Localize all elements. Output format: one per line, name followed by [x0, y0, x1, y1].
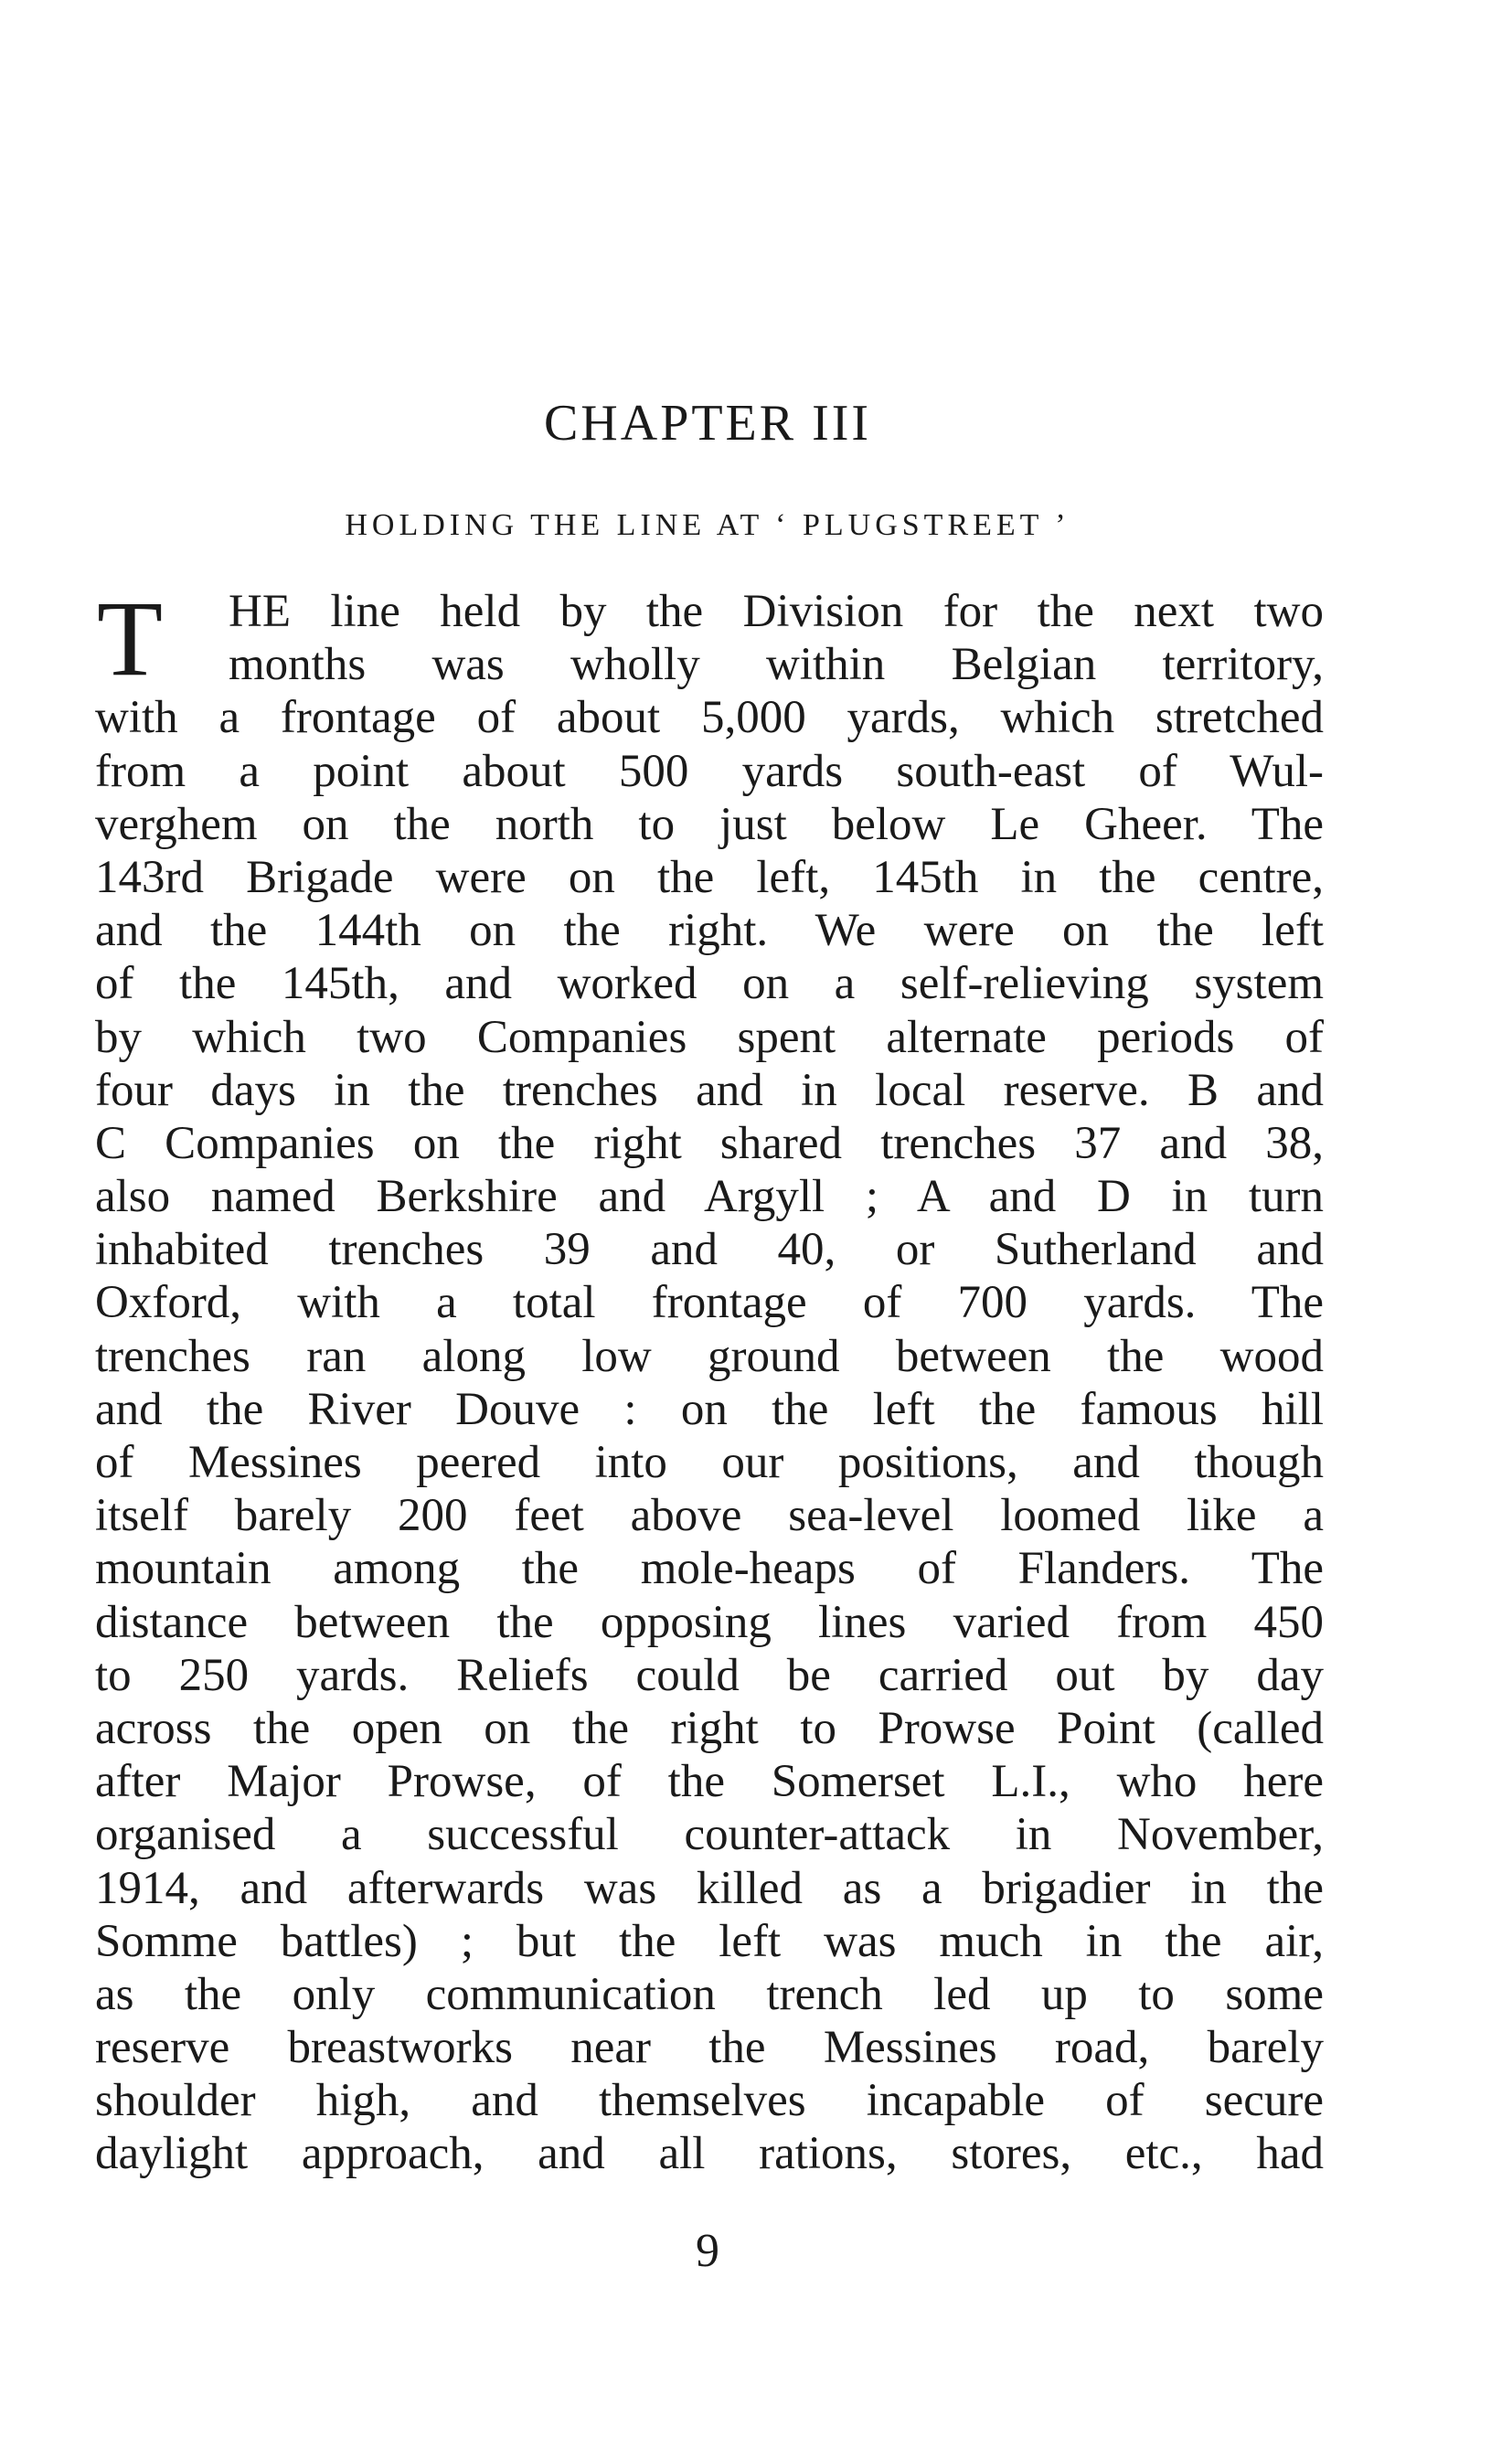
- text-line: mountain among the mole-heaps of Flanders. The: [95, 1543, 1324, 1595]
- text-line: months was wholly within Belgian territory,: [229, 639, 1324, 691]
- text-line: inhabited trenches 39 and 40, or Sutherland and: [95, 1224, 1324, 1276]
- text-line: with a frontage of about 5,000 yards, which stretched: [95, 692, 1324, 744]
- text-line: shoulder high, and themselves incapable of secure: [95, 2075, 1324, 2127]
- text-line: trenches ran along low ground between the wood: [95, 1330, 1324, 1382]
- text-line: and the River Douve : on the left the famous hill: [95, 1383, 1324, 1435]
- text-line: also named Berkshire and Argyll ; A and D in turn: [95, 1171, 1324, 1223]
- text-line: 143rd Brigade were on the left, 145th in the centre,: [95, 851, 1324, 903]
- text-line: daylight approach, and all rations, stores, etc., had: [95, 2128, 1324, 2180]
- text-line: as the only communication trench led up to some: [95, 1968, 1324, 2020]
- chapter-title: CHAPTER III: [543, 395, 872, 452]
- text-line: by which two Companies spent alternate periods of: [95, 1011, 1324, 1063]
- text-line: across the open on the right to Prowse Point (called: [95, 1702, 1324, 1754]
- text-line: 1914, and afterwards was killed as a brigadier in the: [95, 1862, 1324, 1914]
- chapter-subtitle: HOLDING THE LINE AT ‘ PLUGSTREET ’: [345, 508, 1070, 542]
- text-line: after Major Prowse, of the Somerset L.I., who here: [95, 1756, 1324, 1808]
- text-line: four days in the trenches and in local reserve. B and: [95, 1064, 1324, 1116]
- text-line: of the 145th, and worked on a self-relieving system: [95, 958, 1324, 1010]
- text-line: reserve breastworks near the Messines road, barely: [95, 2022, 1324, 2074]
- text-line: C Companies on the right shared trenches 37 and 38,: [95, 1117, 1324, 1169]
- text-line: and the 144th on the right. We were on the left: [95, 905, 1324, 957]
- text-line: of Messines peered into our positions, and though: [95, 1437, 1324, 1488]
- text-line: distance between the opposing lines varied from 450: [95, 1596, 1324, 1648]
- drop-cap: T: [97, 579, 164, 698]
- text-line: Oxford, with a total frontage of 700 yards. The: [95, 1277, 1324, 1329]
- text-line: itself barely 200 feet above sea-level loomed like a: [95, 1490, 1324, 1542]
- text-line: from a point about 500 yards south-east of Wul-: [95, 745, 1324, 797]
- page-number: 9: [696, 2225, 719, 2277]
- text-line: Somme battles) ; but the left was much in the air,: [95, 1915, 1324, 1967]
- text-line: to 250 yards. Reliefs could be carried out by day: [95, 1649, 1324, 1701]
- text-line: HE line held by the Division for the next two: [229, 586, 1324, 637]
- text-line: verghem on the north to just below Le Gheer. The: [95, 798, 1324, 850]
- text-line: organised a successful counter-attack in November,: [95, 1809, 1324, 1861]
- body-text: [95, 579, 1324, 2181]
